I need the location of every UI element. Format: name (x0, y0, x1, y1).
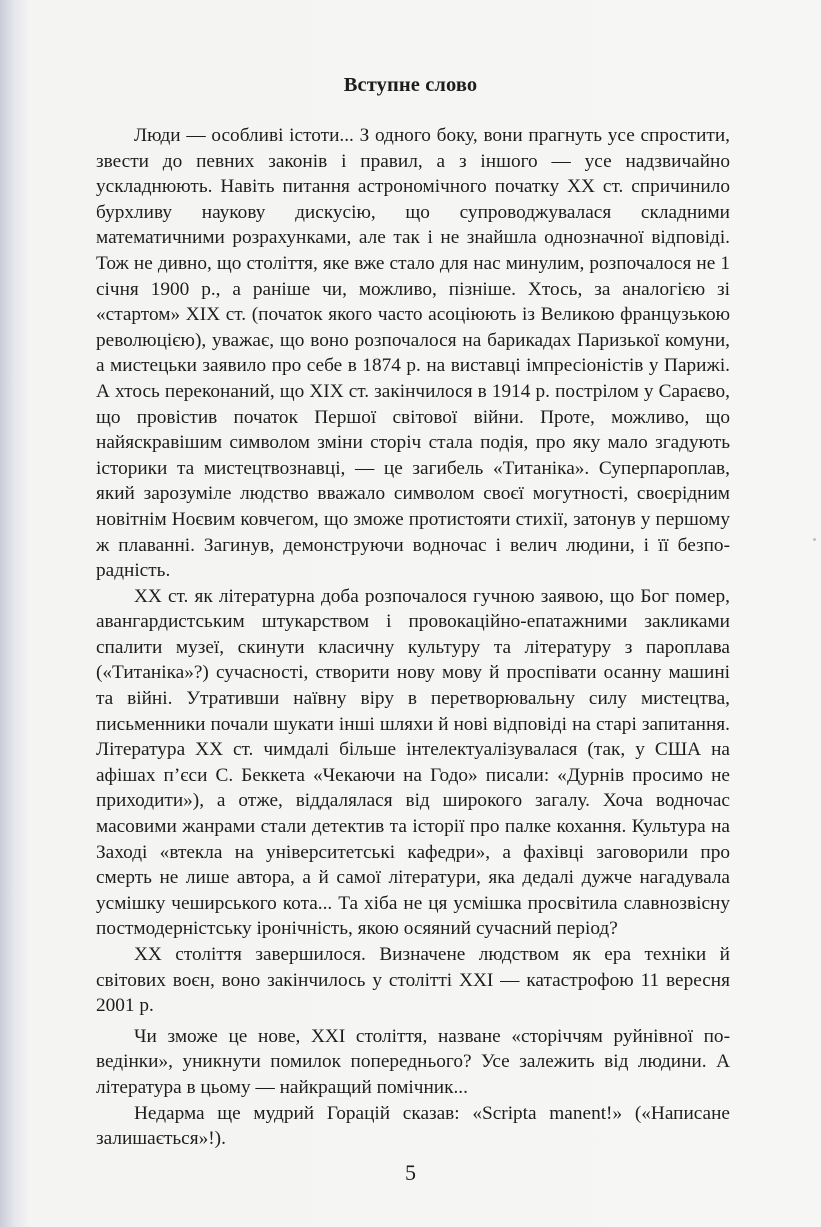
paragraph-5: Недарма ще мудрий Горацій сказав: «Scripta manent!» («Написане залишається»!). (96, 1102, 730, 1150)
scan-speck (813, 538, 816, 541)
paragraph-4: Чи зможе це нове, XXI століття, назване «сторіччям руйнівної поведінки», уникнути помилок попереднього? Усе залежить від людини. А література в цьому — найкращий помічник... (96, 1025, 730, 1098)
page-number: 5 (405, 1160, 416, 1185)
paragraph-1: Люди — особливі істоти... З одного боку, вони прагнуть усе спростити, звести до певних законів і правил, а з іншого — усе надзвичайно ускладнюють. Навіть питання астрономічного початку XX ст. спричинило бурхливу наукову дискусію, що супроводжувалася складними математичними розрахунками, але так і не знайшла однозначної відповіді. Тож не дивно, що століття, яке вже стало для нас минулим, розпочалося не 1 січня 1900 р., а раніше чи, можливо, пізніше. Хтось, за аналогією зі «стартом» XIX ст. (початок якого часто асоціюють із Великою французькою революцією), уважає, що воно розпочалося на барикадах Паризької комуни, а мистецьки заявило про себе в 1874 р. на виставці імпресіоністів у Парижі. А хтось переконаний, що XIX ст. закінчилося в 1914 р. пострілом у Сараєво, що провістив початок Першої світової війни. Проте, можливо, що найяскравішим символом зміни сторіч стала подія, про яку мало згадують історики та мистецтвознавці, — це загибель «Титаніка». Суперпароплав, який зарозуміле людство вважало символом своєї могутності, своєрідним новітнім Ноєвим ковчегом, що зможе протистояти стихії, затонув у першому ж плаванні. Загинув, демонструючи водночас і велич людини, і її безпорадність. (96, 125, 730, 582)
paragraph-3: XX століття завершилося. Визначене людством як ера техніки й світових воєн, воно закінчилось у столітті XXI — катастрофою 11 вересня 2001 р. (96, 944, 730, 1017)
paragraph-2: XX ст. як літературна доба розпочалося гучною заявою, що Бог помер, авангардистським штукарством і провокаційно-епатажними закликами спалити музеї, скинути класичну культуру та літературу з пароплава («Титаніка»?) сучасності, створити нову мову й проспівати осанну машині та війні. Утративши наївну віру в перетворювальну силу мистецтва, письменники почали шукати інші шляхи й нові відповіді на старі запитання. Література XX ст. чимдалі більше інтелектуалізувалася (так, у США на афішах п’єси С. Беккета «Чекаючи на Годо» писали: «Дурнів просимо не приходити»), а отже, віддалялася від широкого загалу. Хоча водночас масовими жанрами стали детектив та історії про палке кохання. Культура на Заході «втекла на університетські кафедри», а фахівці заговорили про смерть не лише автора, а й самої літератури, яка дедалі дужче нагадувала усмішку чеширського кота... Та хіба не ця усмішка просвітила славнозвісну постмодерністську іронічність, якою осяяний сучасний період? (96, 585, 730, 940)
text-body (96, 123, 730, 1152)
page-title: Вступне слово (343, 74, 478, 96)
